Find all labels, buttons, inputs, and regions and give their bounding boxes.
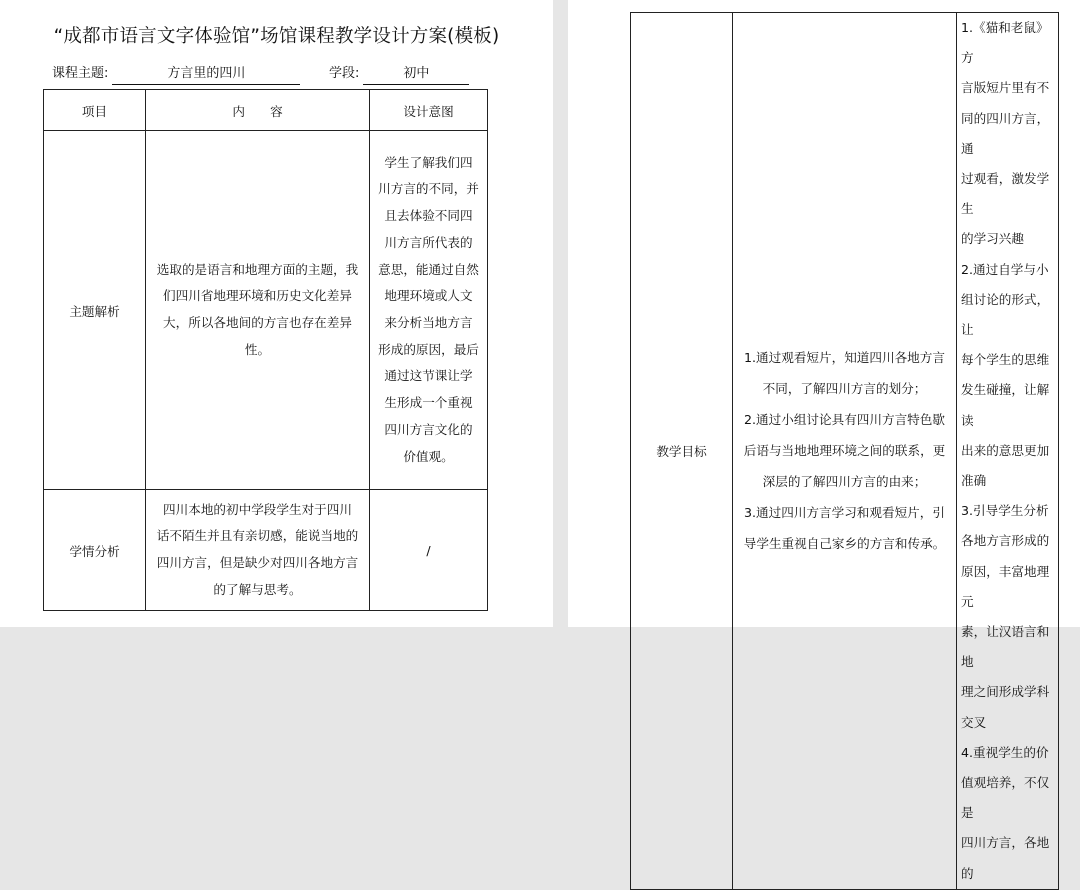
text-line: 们四川省地理环境和历史文化差异: [163, 288, 352, 304]
text-line: 深层的了解四川方言的由来；: [762, 474, 927, 490]
student-analysis-intent: /: [370, 490, 488, 611]
text-line: 生形成一个重视: [384, 395, 473, 411]
text-line: 1.通过观看短片，知道四川各地方言: [744, 350, 945, 366]
text-line: 值观培养，不仅是: [961, 775, 1050, 821]
table-row-teaching-goals: [631, 13, 1059, 890]
text-line: 来分析当地方言: [384, 315, 473, 330]
text-line: 各地方言形成的: [961, 533, 1050, 549]
text-line: 组讨论的形式，让: [961, 291, 1050, 338]
text-line: 学生了解我们四: [384, 154, 473, 170]
course-theme-value: 方言里的四川: [112, 64, 300, 85]
table-header-row: [44, 90, 488, 131]
text-line: 发生碰撞，让解读: [961, 382, 1050, 428]
header-intent: 设计意图: [370, 90, 488, 131]
text-line: 形成的原因，最后: [378, 341, 479, 357]
text-line: 价值观。: [403, 448, 454, 464]
theme-analysis-content: [146, 131, 370, 490]
header-item: 项目: [44, 90, 146, 131]
stage-field: [329, 64, 469, 84]
text-line: 的学习兴趣: [961, 231, 1024, 247]
text-line: 话不陌生并且有亲切感，能说当地的: [156, 528, 359, 544]
teaching-goals-intent: [957, 13, 1059, 890]
text-line: 过观看，激发学生: [961, 171, 1050, 217]
text-line: 言版短片里有不: [961, 80, 1050, 96]
theme-analysis-intent: [370, 131, 488, 490]
text-line: 四川方言，各地的: [961, 835, 1050, 881]
text-line: 素，让汉语言和地: [961, 624, 1050, 670]
text-line: 4.重视学生的价: [961, 744, 1049, 760]
course-theme-label: 课程主题:: [52, 66, 109, 81]
text-line: 不同，了解四川方言的划分；: [762, 381, 927, 397]
document-title: “成都市语言文字体验馆”场馆课程教学设计方案(模板): [53, 26, 500, 47]
text-line: 四川方言文化的: [384, 421, 473, 437]
course-theme-field: [52, 64, 300, 84]
lesson-plan-table: [43, 89, 488, 611]
header-content: 内 容: [146, 90, 370, 131]
text-line: 四川本地的初中学段学生对于四川: [163, 501, 352, 517]
student-analysis-content: [146, 490, 370, 611]
text-line: 理之间形成学科: [961, 684, 1050, 700]
text-line: 性。: [244, 341, 271, 357]
row-label-teaching-goals: 教学目标: [631, 13, 733, 890]
text-line: 地理环境或人文: [384, 288, 473, 304]
text-line: 2.通过自学与小: [961, 261, 1049, 277]
text-line: 大，所以各地间的方言也存在差异: [163, 315, 352, 330]
table-row-theme-analysis: [44, 131, 488, 490]
text-line: 原因，丰富地理元: [961, 563, 1050, 609]
text-line: 3.通过四川方言学习和观看短片，引: [744, 505, 945, 521]
text-line: 1.《猫和老鼠》方: [961, 20, 1049, 66]
text-line: 川方言的不同，并: [378, 181, 479, 197]
text-line: 意思，能通过自然: [378, 261, 479, 277]
text-line: 出来的意思更加: [961, 442, 1050, 458]
text-line: 四川方言，但是缺少对四川各地方言: [156, 555, 359, 570]
stage-value: 初中: [363, 64, 469, 85]
text-line: 川方言所代表的: [384, 234, 473, 250]
text-line: 导学生重视自己家乡的方言和传承。: [743, 536, 946, 552]
text-line: 选取的是语言和地理方面的主题，我: [156, 261, 359, 277]
text-line: 后语与当地地理环境之间的联系，更: [743, 443, 946, 459]
document-page-left: [0, 0, 553, 627]
text-line: 通过这节课让学: [384, 368, 473, 384]
text-line: 2.通过小组讨论具有四川方言特色歇: [744, 412, 945, 428]
text-line: 同的四川方言，通: [961, 110, 1050, 156]
table-row-student-analysis: [44, 490, 488, 611]
text-line: 交叉: [961, 714, 987, 730]
teaching-goals-content: [733, 13, 957, 890]
row-label-theme-analysis: 主题解析: [44, 131, 146, 490]
document-page-right: [568, 0, 1080, 881]
teaching-goals-table: [630, 12, 1059, 890]
stage-label: 学段:: [329, 66, 360, 81]
text-line: 每个学生的思维: [961, 352, 1050, 368]
text-line: 3.引导学生分析: [961, 503, 1049, 519]
row-label-student-analysis: 学情分析: [44, 490, 146, 611]
text-line: 准确: [961, 473, 987, 489]
text-line: 的了解与思考。: [213, 581, 302, 597]
text-line: 且去体验不同四: [384, 208, 473, 224]
